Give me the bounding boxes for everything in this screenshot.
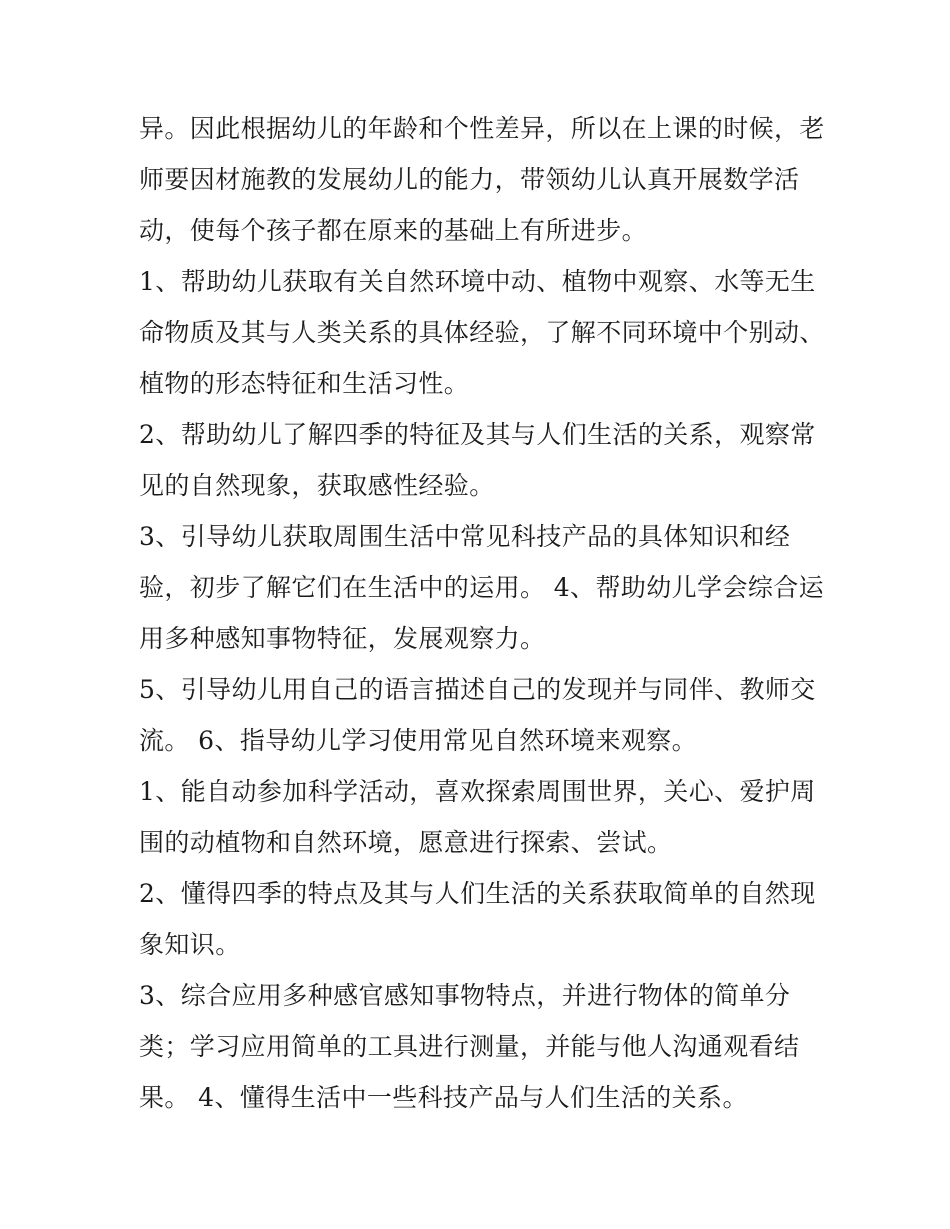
text-line: 3、综合应用多种感官感知事物特点，并进行物体的简单分 (139, 981, 791, 1010)
text-line: 围的动植物和自然环境，愿意进行探索、尝试。 (139, 828, 673, 857)
text-line: 2、懂得四季的特点及其与人们生活的关系获取简单的自然现 (139, 879, 816, 908)
text-line: 用多种感知事物特征，发展观察力。 (139, 624, 546, 653)
text-line: 5、引导幼儿用自己的语言描述自己的发现并与同伴、教师交 (139, 675, 816, 704)
text-line: 师要因材施教的发展幼儿的能力，带领幼儿认真开展数学活 (139, 165, 800, 194)
text-line: 动，使每个孩子都在原来的基础上有所进步。 (139, 216, 648, 245)
text-line: 异。因此根据幼儿的年龄和个性差异，所以在上课的时候，老 (139, 114, 825, 143)
text-line: 2、帮助幼儿了解四季的特征及其与人们生活的关系，观察常 (139, 420, 816, 449)
text-line: 见的自然现象，获取感性经验。 (139, 471, 495, 500)
text-line: 验，初步了解它们在生活中的运用。 4、帮助幼儿学会综合运 (139, 573, 825, 602)
text-line: 流。 6、指导幼儿学习使用常见自然环境来观察。 (139, 726, 698, 755)
text-line: 果。 4、懂得生活中一些科技产品与人们生活的关系。 (139, 1083, 748, 1112)
text-line: 1、能自动参加科学活动，喜欢探索周围世界，关心、爱护周 (139, 777, 816, 806)
text-line: 命物质及其与人类关系的具体经验，了解不同环境中个别动、 (139, 318, 825, 347)
text-line: 植物的形态特征和生活习性。 (139, 369, 470, 398)
text-line: 象知识。 (139, 930, 241, 959)
text-line: 1、帮助幼儿获取有关自然环境中动、植物中观察、水等无生 (139, 267, 816, 296)
text-line: 3、引导幼儿获取周围生活中常见科技产品的具体知识和经 (139, 522, 791, 551)
text-line: 类；学习应用简单的工具进行测量，并能与他人沟通观看结 (139, 1032, 800, 1061)
